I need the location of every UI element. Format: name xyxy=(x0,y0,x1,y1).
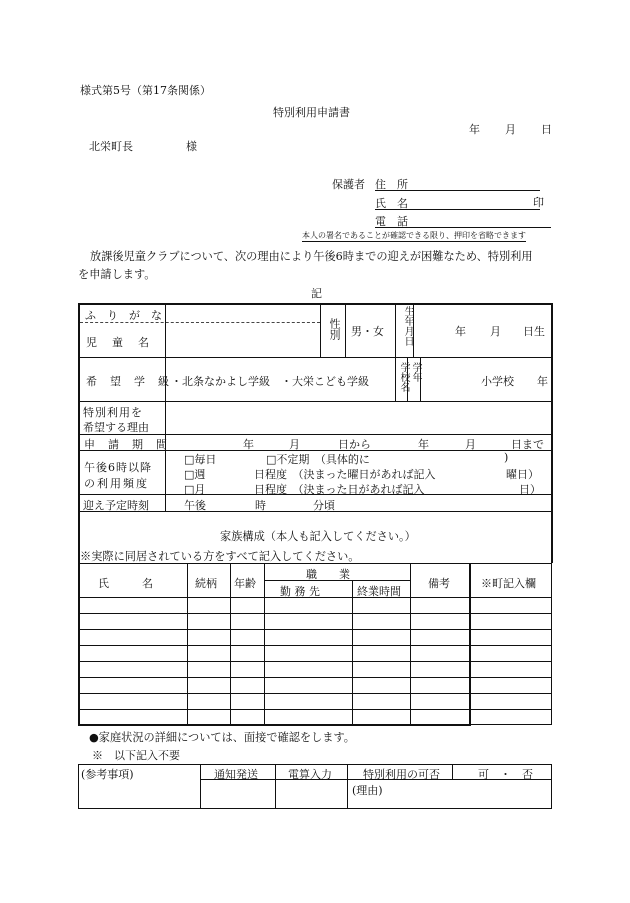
freq-daily-checkbox[interactable]: □毎日 xyxy=(184,453,217,466)
family-cell-relation[interactable] xyxy=(188,694,229,708)
approval-label: 特別利用の可否 xyxy=(363,768,440,781)
col-town: ※町記入欄 xyxy=(481,577,536,590)
family-cell-endtime[interactable] xyxy=(353,646,409,660)
family-cell-age[interactable] xyxy=(231,646,263,660)
family-cell-workplace[interactable] xyxy=(265,630,351,644)
col-endtime: 終業時間 xyxy=(357,585,401,598)
period-d1: 日から xyxy=(338,438,371,451)
family-cell-workplace[interactable] xyxy=(265,694,351,708)
reason-label-2: 希望する理由 xyxy=(83,421,149,434)
family-cell-workplace[interactable] xyxy=(265,598,351,612)
freq-label-1: 午後6時以降 xyxy=(84,461,152,474)
addressee-honorific: 様 xyxy=(186,140,197,153)
col-name: 氏 名 xyxy=(98,577,153,590)
pickup-label: 迎え予定時刻 xyxy=(83,499,149,512)
school-suffix: 小学校 xyxy=(481,375,514,388)
family-cell-relation[interactable] xyxy=(188,614,229,628)
family-cell-relation[interactable] xyxy=(188,598,229,612)
birth-day: 日生 xyxy=(523,325,545,338)
birthdate-label: 生年月日 xyxy=(402,306,413,346)
no-entry-note: ※ 以下記入不要 xyxy=(92,749,180,762)
family-cell-name[interactable] xyxy=(81,678,186,692)
birth-year: 年 xyxy=(455,325,466,338)
pickup-pm: 午後 xyxy=(184,499,206,512)
family-cell-endtime[interactable] xyxy=(353,598,409,612)
family-cell-endtime[interactable] xyxy=(353,630,409,644)
sex-options[interactable]: 男・女 xyxy=(351,325,384,338)
family-cell-age[interactable] xyxy=(231,614,263,628)
family-cell-relation[interactable] xyxy=(188,710,229,724)
period-d2: 日まで xyxy=(511,438,544,451)
family-cell-endtime[interactable] xyxy=(353,726,409,740)
guardian-address-label: 住 所 xyxy=(375,178,408,191)
period-m2: 月 xyxy=(465,438,476,451)
family-cell-town[interactable] xyxy=(470,678,550,692)
period-label: 申 請 期 間 xyxy=(84,438,168,451)
guardian-label: 保護者 xyxy=(332,178,365,191)
period-y1: 年 xyxy=(243,438,254,451)
family-cell-name[interactable] xyxy=(81,614,186,628)
family-cell-name[interactable] xyxy=(81,630,186,644)
family-cell-endtime[interactable] xyxy=(353,694,409,708)
family-cell-age[interactable] xyxy=(231,678,263,692)
period-m1: 月 xyxy=(289,438,300,451)
family-cell-relation[interactable] xyxy=(188,646,229,660)
sex-label: 性別 xyxy=(328,318,341,340)
furigana-input[interactable] xyxy=(167,304,319,321)
family-cell-remarks[interactable] xyxy=(411,678,468,692)
intro-text-line2: を申請します。 xyxy=(78,268,156,281)
class-options[interactable]: ・北条なかよし学級 ・大栄こども学級 xyxy=(171,375,369,388)
grade-label: 学年 xyxy=(410,362,421,382)
family-cell-endtime[interactable] xyxy=(353,614,409,628)
child-name-input[interactable] xyxy=(167,324,319,356)
signature-note: 本人の署名であることが確認できる限り、押印を省略できます xyxy=(302,231,526,240)
date-month: 月 xyxy=(505,123,516,136)
pickup-hour: 時 xyxy=(255,499,266,512)
freq-week-detail: 日程度 （決まった曜日があれば記入 xyxy=(254,468,436,481)
family-cell-town[interactable] xyxy=(470,598,550,612)
family-cell-age[interactable] xyxy=(231,710,263,724)
family-cell-town[interactable] xyxy=(470,726,550,740)
family-cell-endtime[interactable] xyxy=(353,710,409,724)
family-cell-remarks[interactable] xyxy=(411,710,468,724)
form-title: 特別利用申請書 xyxy=(273,106,350,119)
ki-heading: 記 xyxy=(311,287,322,300)
family-cell-relation[interactable] xyxy=(188,630,229,644)
family-cell-remarks[interactable] xyxy=(411,694,468,708)
family-cell-age[interactable] xyxy=(231,662,263,676)
school-label: 学校名 xyxy=(398,362,409,392)
calc-label: 電算入力 xyxy=(288,768,332,781)
freq-label-2: の利用頻度 xyxy=(84,477,149,490)
freq-week-checkbox[interactable]: □週 xyxy=(184,468,206,481)
family-cell-town[interactable] xyxy=(470,630,550,644)
col-workplace: 勤 務 先 xyxy=(280,585,320,598)
child-name-label: 児 童 名 xyxy=(86,336,151,349)
seal-mark: 印 xyxy=(533,196,544,209)
family-cell-remarks[interactable] xyxy=(411,726,468,740)
family-cell-age[interactable] xyxy=(231,694,263,708)
family-cell-endtime[interactable] xyxy=(353,678,409,692)
col-age: 年齢 xyxy=(234,577,256,590)
family-cell-endtime[interactable] xyxy=(353,662,409,676)
family-cell-name[interactable] xyxy=(81,646,186,660)
notify-label: 通知発送 xyxy=(214,768,258,781)
family-cell-workplace[interactable] xyxy=(265,646,351,660)
family-cell-name[interactable] xyxy=(81,598,186,612)
family-cell-name[interactable] xyxy=(81,694,186,708)
family-cell-town[interactable] xyxy=(470,694,550,708)
furigana-label: ふ り が な xyxy=(85,309,162,322)
family-cell-relation[interactable] xyxy=(188,662,229,676)
family-cell-workplace[interactable] xyxy=(265,678,351,692)
col-job: 職 業 xyxy=(306,568,350,581)
guardian-name-field[interactable] xyxy=(375,195,540,210)
family-cell-remarks[interactable] xyxy=(411,598,468,612)
guardian-name-label: 氏 名 xyxy=(375,197,408,210)
family-cell-age[interactable] xyxy=(231,598,263,612)
freq-month-end: 日） xyxy=(519,483,541,496)
family-cell-remarks[interactable] xyxy=(411,646,468,660)
freq-month-detail: 日程度 （決まった日があれば記入 xyxy=(254,483,425,496)
freq-irregular-checkbox[interactable]: □不定期 （具体的に xyxy=(266,453,370,466)
freq-irregular-close: ) xyxy=(504,451,509,464)
date-day: 日 xyxy=(541,123,552,136)
addressee-name: 北栄町長 xyxy=(89,140,133,153)
approval-value[interactable]: 可 ・ 否 xyxy=(478,768,533,781)
family-cell-town[interactable] xyxy=(470,710,550,724)
reference-label: (参考事項) xyxy=(81,768,134,781)
family-cell-remarks[interactable] xyxy=(411,614,468,628)
family-cell-age[interactable] xyxy=(231,630,263,644)
family-cell-relation[interactable] xyxy=(188,678,229,692)
family-cell-remarks[interactable] xyxy=(411,662,468,676)
birth-month: 月 xyxy=(490,325,501,338)
family-cell-town[interactable] xyxy=(470,646,550,660)
intro-text-line1: 放課後児童クラブについて、次の理由により午後6時までの迎えが困難なため、特別利用 xyxy=(90,250,533,263)
interview-note: ●家庭状況の詳細については、面接で確認をします。 xyxy=(89,731,355,744)
family-cell-name[interactable] xyxy=(81,662,186,676)
date-year: 年 xyxy=(469,123,480,136)
guardian-address-field[interactable] xyxy=(375,176,540,191)
guardian-phone-label: 電 話 xyxy=(375,215,408,228)
period-y2: 年 xyxy=(418,438,429,451)
form-number: 様式第5号（第17条関係） xyxy=(80,84,211,97)
family-cell-town[interactable] xyxy=(470,614,550,628)
family-cell-remarks[interactable] xyxy=(411,630,468,644)
col-relation: 続柄 xyxy=(195,577,217,590)
family-cell-workplace[interactable] xyxy=(265,710,351,724)
freq-week-end: 曜日） xyxy=(506,468,539,481)
freq-month-checkbox[interactable]: □月 xyxy=(184,483,206,496)
family-note: ※実際に同居されている方をすべて記入してください。 xyxy=(80,550,360,563)
family-cell-workplace[interactable] xyxy=(265,614,351,628)
reason-label-1: 特別利用を xyxy=(83,406,143,419)
family-title: 家族構成（本人も記入してください。） xyxy=(220,530,416,543)
class-label: 希 望 学 級 xyxy=(86,375,170,388)
family-cell-name[interactable] xyxy=(81,710,186,724)
col-remarks: 備考 xyxy=(428,577,450,590)
guardian-phone-field[interactable] xyxy=(375,213,551,228)
reason-input[interactable] xyxy=(167,403,550,433)
pickup-min: 分頃 xyxy=(313,499,335,512)
grade-suffix: 年 xyxy=(537,375,548,388)
family-cell-workplace[interactable] xyxy=(265,662,351,676)
family-cell-town[interactable] xyxy=(470,662,550,676)
approval-reason-label: (理由) xyxy=(352,784,383,797)
